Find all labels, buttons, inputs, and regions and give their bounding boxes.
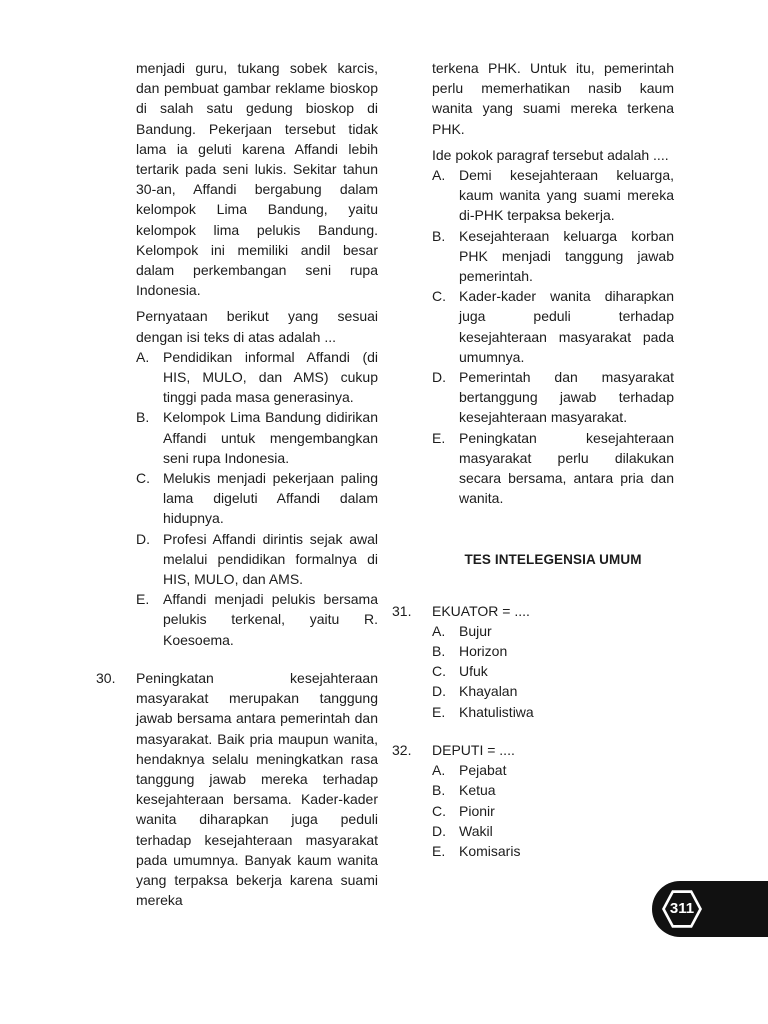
option-letter: D.	[432, 369, 446, 386]
option-letter: C.	[432, 663, 446, 680]
option-letter: E.	[432, 429, 446, 446]
option-letter: E.	[432, 842, 446, 859]
option-text: Khayalan	[459, 683, 518, 700]
option-letter: B.	[432, 227, 446, 244]
option-text: Pendidikan informal Affandi (di HIS, MULO, dan AMS) cukup tinggi pada masa generasinya.	[163, 348, 378, 406]
question-29-stem: Pernyataan berikut yang sesuai dengan isi teks di atas adalah ...	[136, 308, 378, 345]
question-32-option-a[interactable]	[432, 760, 674, 780]
option-text: Melukis menjadi pekerjaan paling lama digeluti Affandi dalam hidupnya.	[163, 470, 378, 527]
question-29-option-b[interactable]	[136, 407, 378, 468]
option-text: Khatulistiwa	[459, 703, 534, 720]
question-31-option-a[interactable]	[432, 621, 674, 641]
question-30	[96, 668, 378, 910]
page-number: 311	[669, 900, 695, 917]
option-letter: D.	[432, 683, 446, 700]
question-number: 30.	[96, 669, 116, 686]
question-31-option-b[interactable]	[432, 641, 674, 661]
option-letter: C.	[432, 802, 446, 819]
option-text: Ufuk	[459, 663, 488, 680]
question-29-option-c[interactable]	[136, 468, 378, 529]
option-text: Wakil	[459, 822, 493, 839]
option-letter: E.	[432, 703, 446, 720]
question-32-option-d[interactable]	[432, 821, 674, 841]
right-column	[392, 58, 674, 861]
option-letter: B.	[432, 643, 446, 660]
question-31-option-d[interactable]	[432, 681, 674, 701]
option-text: Kader-kader wanita diharapkan juga peduli terhadap kesejahteraan masyarakat pada umumnya.	[459, 288, 674, 365]
option-letter: D.	[136, 530, 150, 547]
question-30-options	[432, 165, 674, 508]
question-30-passage-end: terkena PHK. Untuk itu, pemerintah perlu memerhatikan nasib kaum wanita yang suami mereka terkena PHK.	[432, 60, 674, 137]
section-heading: TES INTELEGENSIA UMUM	[464, 552, 642, 568]
question-29-option-e[interactable]	[136, 589, 378, 650]
option-letter: A.	[432, 167, 446, 184]
question-30-option-d[interactable]	[432, 367, 674, 428]
question-30-passage: Peningkatan kesejahteraan masyarakat merupakan tanggung jawab bersama antara pemerintah dan masyarakat. Baik pria maupun wanita, hendaknya selalu meningkatkan rasa tanggung jawab mereka terhadap kesejahteraan bersama. Kader-kader wanita diharapkan juga peduli terhadap kesejahteraan masyarakat pada umumnya. Banyak kaum wanita yang terpaksa bekerja karena suami mereka	[136, 669, 378, 909]
option-text: Komisaris	[459, 842, 521, 859]
option-text: Pemerintah dan masyarakat bertanggung jawab terhadap kesejahteraan masyarakat.	[459, 369, 674, 426]
option-letter: C.	[432, 288, 446, 305]
question-30-stem: Ide pokok paragraf tersebut adalah ....	[432, 146, 669, 163]
page-number-badge	[652, 881, 768, 937]
option-text: Kelompok Lima Bandung didirikan Affandi untuk mengembangkan seni rupa Indonesia.	[163, 409, 378, 466]
option-letter: A.	[432, 762, 446, 779]
option-text: Profesi Affandi dirintis sejak awal melalui pendidikan formalnya di HIS, MULO, dan AMS.	[163, 530, 378, 588]
option-text: Demi kesejahteraan keluarga, kaum wanita yang suami mereka di-PHK terpaksa bekerja.	[459, 167, 674, 224]
option-letter: B.	[432, 782, 446, 799]
question-29-option-d[interactable]	[136, 529, 378, 590]
option-text: Horizon	[459, 643, 508, 660]
option-letter: E.	[136, 591, 150, 608]
question-30-continuation	[392, 58, 674, 508]
question-30-option-b[interactable]	[432, 226, 674, 287]
question-30-option-e[interactable]	[432, 428, 674, 509]
question-number: 31.	[392, 602, 412, 619]
question-32-option-c[interactable]	[432, 801, 674, 821]
option-letter: A.	[136, 348, 150, 365]
option-letter: B.	[136, 409, 150, 426]
option-text: Pejabat	[459, 762, 507, 779]
option-text: Kesejahteraan keluarga korban PHK menjadi tanggung jawab pemerintah.	[459, 227, 674, 285]
question-32	[392, 740, 674, 861]
option-text: Peningkatan kesejahteraan masyarakat perlu dilakukan secara bersama, antara pria dan wanita.	[459, 429, 674, 507]
question-number: 32.	[392, 741, 412, 758]
left-column	[96, 58, 378, 910]
question-32-option-b[interactable]	[432, 780, 674, 800]
affandi-passage-block	[96, 58, 378, 650]
question-29-option-a[interactable]	[136, 347, 378, 408]
question-31-option-c[interactable]	[432, 661, 674, 681]
affandi-passage-text: menjadi guru, tukang sobek karcis, dan pembuat gambar reklame bioskop di salah satu gedung bioskop di Bandung. Pekerjaan tersebut tidak lama ia geluti karena Affandi lebih tertarik pada seni lukis. Sekitar tahun 30-an, Affandi bergabung dalam kelompok Lima Bandung, yaitu kelompok lima pelukis Bandung. Kelompok ini memiliki andil besar dalam perkembangan seni rupa Indonesia.	[136, 60, 378, 299]
question-29-options	[136, 347, 378, 650]
option-text: Bujur	[459, 622, 492, 639]
question-31-stem: EKUATOR = ....	[432, 602, 530, 619]
option-text: Ketua	[459, 782, 496, 799]
option-letter: D.	[432, 822, 446, 839]
option-letter: A.	[432, 622, 446, 639]
option-letter: C.	[136, 470, 150, 487]
option-text: Affandi menjadi pelukis bersama pelukis terkenal, yaitu R. Koesoema.	[163, 591, 378, 648]
question-30-option-c[interactable]	[432, 286, 674, 367]
question-31	[392, 601, 674, 722]
question-30-option-a[interactable]	[432, 165, 674, 226]
question-32-stem: DEPUTI = ....	[432, 741, 515, 758]
question-31-option-e[interactable]	[432, 702, 674, 722]
question-32-option-e[interactable]	[432, 841, 674, 861]
option-text: Pionir	[459, 802, 495, 819]
